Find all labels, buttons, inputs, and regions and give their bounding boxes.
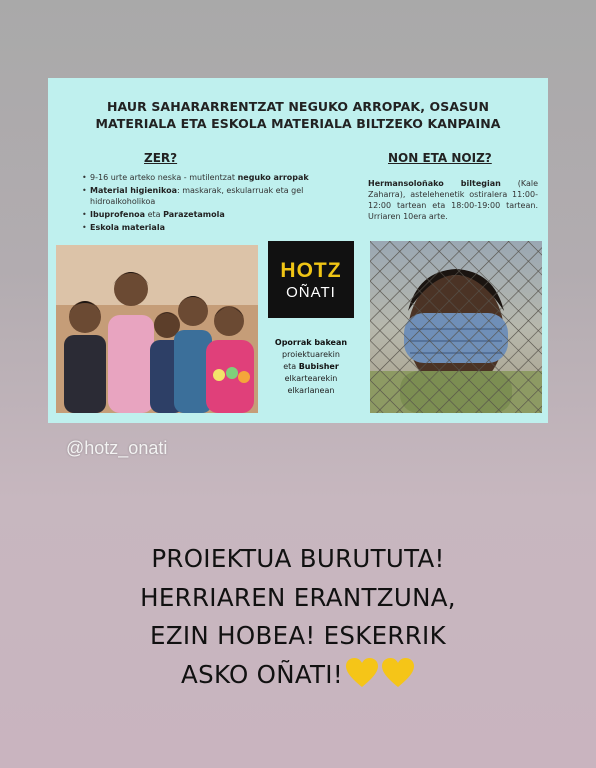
collab-line-2: proiektuarekin — [282, 350, 340, 359]
zer-heading: ZER? — [144, 151, 178, 165]
collab-line-5: elkarlanean — [287, 386, 335, 395]
poster-title-line-2: MATERIALA ETA ESKOLA MATERIALA BILTZEKO KANPAINA — [95, 116, 501, 131]
masked-child-photo — [370, 241, 542, 413]
campaign-poster — [48, 78, 548, 423]
location-detail: (Kale Zaharra), astelehenetik ostiralera 11:00-12:00 tartean eta 18:00-19:00 tartean. Urriaren 10era arte. — [368, 179, 538, 221]
list-item-bold: Material higienikoa — [90, 186, 177, 195]
list-item-bold: Parazetamola — [163, 210, 225, 219]
list-item-text: 9-16 urte arteko neska - mutilentzat — [90, 173, 238, 182]
collab-line-3-pre: eta — [283, 362, 299, 371]
poster-title — [48, 98, 548, 132]
caption-line-2: HERRIAREN ERANTZUNA, — [140, 582, 456, 612]
children-photo-illustration — [56, 245, 258, 413]
caption-line-4-row — [40, 656, 556, 695]
logo-text-bottom: OÑATI — [286, 284, 336, 301]
list-item — [82, 185, 342, 207]
caption-line-3: EZIN HOBEA! ESKERRIK — [150, 621, 446, 650]
yellow-heart-icon — [345, 657, 379, 688]
caption-line-4: ASKO OÑATI! — [181, 659, 343, 689]
list-item-bold: Ibuprofenoa — [90, 210, 146, 219]
list-item-text: : maskarak, eskularruak eta gel hidroalkoholikoa — [90, 186, 304, 206]
collaboration-text — [258, 337, 364, 397]
location-bold: Hermansoloñako biltegian — [368, 179, 501, 188]
collab-line-3-bold: Bubisher — [298, 362, 339, 371]
yellow-heart-icon — [381, 657, 415, 688]
location-text — [368, 178, 538, 222]
poster-title-line-1: HAUR SAHARARRENTZAT NEGUKO ARROPAK, OSASUN — [106, 99, 490, 114]
list-item-bold: neguko arropak — [237, 173, 309, 182]
list-item-bold: Eskola materiala — [90, 223, 165, 232]
collab-line-4: elkartearekin — [284, 374, 338, 383]
list-item-text: eta — [145, 210, 164, 219]
list-item — [82, 222, 342, 233]
list-item — [82, 209, 342, 220]
hotz-onati-logo — [268, 241, 354, 318]
collab-line-1: Oporrak bakean — [274, 338, 348, 347]
list-item — [82, 172, 342, 183]
logo-text-top: HOTZ — [280, 259, 342, 282]
story-caption — [40, 540, 556, 694]
masked-child-illustration — [370, 241, 542, 413]
zer-list — [82, 172, 342, 235]
instagram-handle[interactable]: @hotz_onati — [66, 438, 168, 458]
caption-line-1: PROIEKTUA BURUTUTA! — [151, 544, 445, 573]
children-photo — [56, 245, 258, 413]
non-eta-noiz-heading: NON ETA NOIZ? — [388, 151, 492, 165]
